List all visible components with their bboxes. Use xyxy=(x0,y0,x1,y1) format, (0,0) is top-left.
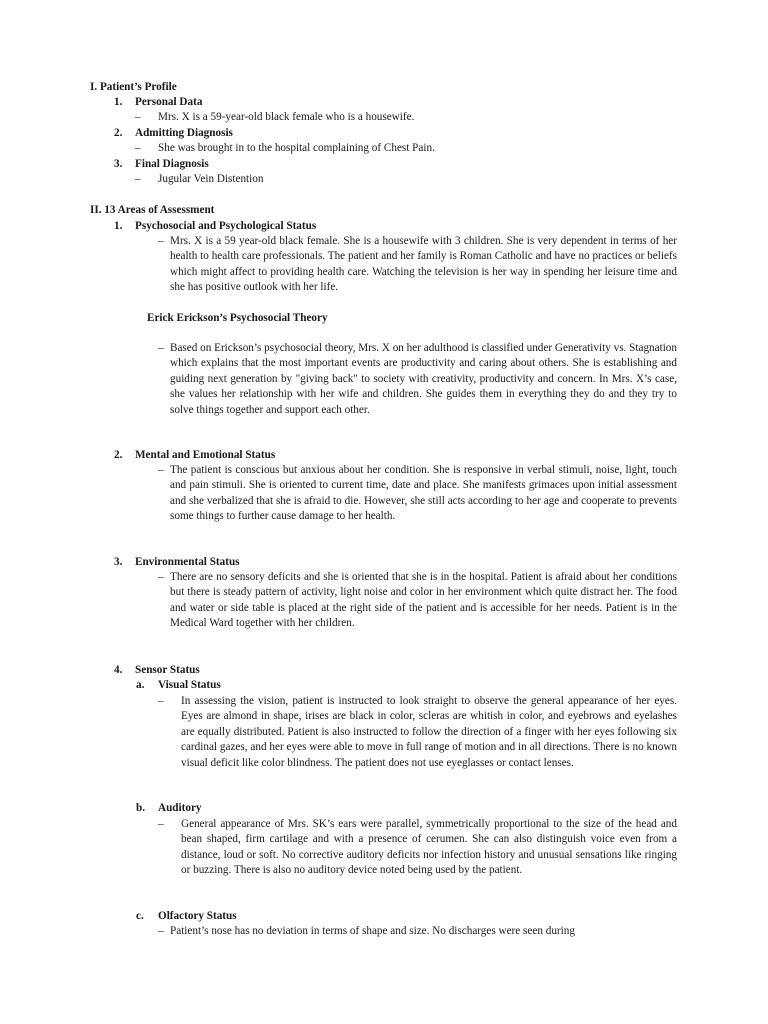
dash-bullet: – xyxy=(158,464,164,476)
subheading-visual-status: Visual Status xyxy=(158,679,221,691)
subheading-admitting-diagnosis: Admitting Diagnosis xyxy=(135,127,233,139)
section-heading-areas-of-assessment: II. 13 Areas of Assessment xyxy=(90,204,215,216)
subheading-sensor-status: Sensor Status xyxy=(135,664,200,676)
dash-bullet: – xyxy=(135,142,141,154)
psychosocial-paragraph: Mrs. X is a 59 year-old black female. She is a housewife with 3 children. She is very dependent in terms of her health to health care professionals. The patient and her family is Roman Catholic and have no practices or beliefs which might affect to providing health care. Watching the television is her way in spending her leisure time and she has positive outlook with her life. xyxy=(170,235,677,294)
item-letter: a. xyxy=(136,679,145,691)
item-number: 2. xyxy=(114,127,123,139)
dash-bullet: – xyxy=(158,571,164,583)
dash-bullet: – xyxy=(158,818,164,830)
final-diagnosis-text: Jugular Vein Distention xyxy=(158,173,264,185)
item-letter: c. xyxy=(136,910,144,922)
dash-bullet: – xyxy=(135,173,141,185)
subheading-environmental-status: Environmental Status xyxy=(135,556,240,568)
item-letter: b. xyxy=(136,802,146,814)
item-number: 1. xyxy=(114,96,123,108)
dash-bullet: – xyxy=(158,342,164,354)
dash-bullet: – xyxy=(135,111,141,123)
olfactory-paragraph: Patient’s nose has no deviation in terms of shape and size. No discharges were seen during xyxy=(170,925,575,937)
subheading-olfactory-status: Olfactory Status xyxy=(158,910,237,922)
auditory-paragraph: General appearance of Mrs. SK’s ears were parallel, symmetrically proportional to the size of the head and bean shaped, firm cartilage and with a presence of cerumen. She can also distinguish voice even from a distance, loud or soft. No corrective auditory deficits nor infection history and unusual sensations like ringing or buzzing. There is also no auditory device noted being used by the patient. xyxy=(181,818,677,877)
dash-bullet: – xyxy=(158,695,164,707)
subheading-psychosocial-status: Psychosocial and Psychological Status xyxy=(135,220,317,232)
item-number: 4. xyxy=(114,664,123,676)
dash-bullet: – xyxy=(158,235,164,247)
personal-data-text: Mrs. X is a 59-year-old black female who is a housewife. xyxy=(158,111,415,123)
admitting-diagnosis-text: She was brought in to the hospital complaining of Chest Pain. xyxy=(158,142,435,154)
subheading-mental-emotional-status: Mental and Emotional Status xyxy=(135,449,276,461)
section-heading-patient-profile: I. Patient’s Profile xyxy=(90,81,177,93)
item-number: 3. xyxy=(114,556,123,568)
subheading-erickson-theory: Erick Erickson’s Psychosocial Theory xyxy=(147,312,328,324)
subheading-auditory: Auditory xyxy=(158,802,202,814)
item-number: 2. xyxy=(114,449,123,461)
item-number: 3. xyxy=(114,158,123,170)
dash-bullet: – xyxy=(158,925,164,937)
erickson-theory-paragraph: Based on Erickson’s psychosocial theory, Mrs. X on her adulthood is classified under Generativity vs. Stagnation which explains that the most important events are productivity and caring about others. She is establishing and guiding next generation by "giving back" to society with creativity, productivity and concern. In Mrs. X’s case, she values her relationship with her wife and children. She guides them in everything they do and they try to solve things together and support each other. xyxy=(170,342,677,416)
subheading-personal-data: Personal Data xyxy=(135,96,203,108)
item-number: 1. xyxy=(114,220,123,232)
environmental-paragraph: There are no sensory deficits and she is oriented that she is in the hospital. Patient is afraid about her conditions but there is steady pattern of activity, light noise and color in her environment which quite distract her. The food and water or side table is placed at the right side of the patient and is accessible for her needs. Patient is in the Medical Ward together with her children. xyxy=(170,571,677,630)
subheading-final-diagnosis: Final Diagnosis xyxy=(135,158,209,170)
mental-emotional-paragraph: The patient is conscious but anxious about her condition. She is responsive in verbal stimuli, noise, light, touch and pain stimuli. She is oriented to current time, date and place. She manifests grimaces upon initial assessment and she verbalized that she is afraid to die. However, she still acts according to her age and cooperate to prevents some things to further cause damage to her health. xyxy=(170,464,677,523)
visual-status-paragraph: In assessing the vision, patient is instructed to look straight to observe the general appearance of her eyes. Eyes are almond in shape, irises are black in color, scleras are whitish in color, and eyebrows and eyelashes are equally distributed. Patient is also instructed to follow the direction of a finger with her eyes following six cardinal gazes, and her eyes were able to move in full range of motion and in all directions. There is no known visual deficit like color blindness. The patient does not use eyeglasses or contact lenses. xyxy=(181,695,677,769)
